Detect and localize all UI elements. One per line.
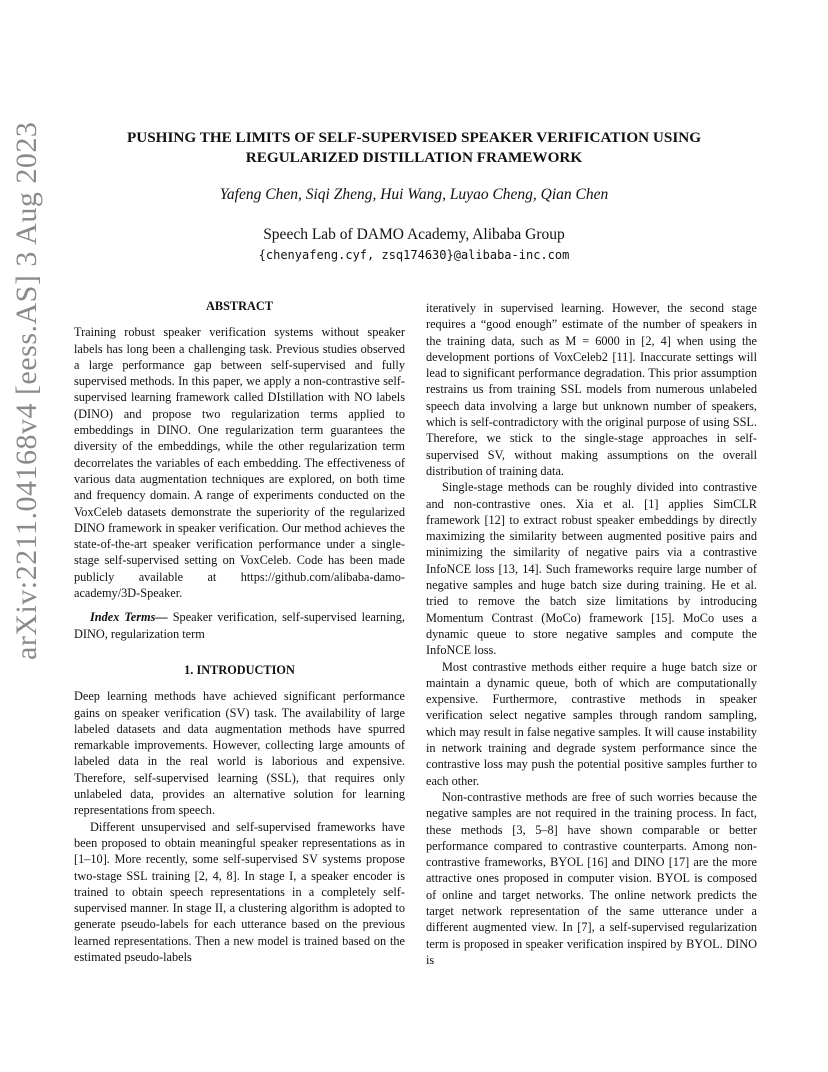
author-emails — [74, 247, 754, 263]
abstract-heading: ABSTRACT — [206, 299, 273, 313]
index-terms — [74, 609, 405, 642]
left-column — [74, 298, 405, 965]
right-paragraph-1: iteratively in supervised learning. However, the second stage requires a “good enough” estimate of the number of speakers in the training data, such as M = 6000 in [2, 4] when using the development portions of VoxCeleb2 [11]. Inaccurate settings will lead to significant performance degradation. This prior assumption restrains us from training SSL models from numerous unlabeled speech data involving a large but unknown number of speakers, which is self-contradictory with the original purpose of using SSL. Therefore, we stick to the single-stage approaches in self-supervised SV, without making assumptions on the overall distribution of training data. — [426, 301, 757, 478]
intro-paragraph-1: Deep learning methods have achieved significant performance gains on speaker verification (SV) task. The availability of large labeled datasets and data augmentation methods have spurred remarkable improvements. However, collecting large amounts of labeled data in the real world is laborious and expensive. Therefore, self-supervised learning (SSL), that requires only unlabeled data, provides an alternative solution for learning representations from speech. — [74, 689, 405, 818]
title-line-2: REGULARIZED DISTILLATION FRAMEWORK — [245, 149, 583, 166]
author-list: Yafeng Chen, Siqi Zheng, Hui Wang, Luyao Cheng, Qian Chen — [219, 186, 609, 203]
email-text: {chenyafeng.cyf, zsq174630}@alibaba-inc.com — [258, 248, 570, 262]
intro-paragraph-2: Different unsupervised and self-supervised frameworks have been proposed to obtain meaningful speaker representations as in [1–10]. More recently, some self-supervised SV systems propose two-stage SSL training [2, 4, 8]. In stage I, a speaker encoder is trained to obtain speech representations in a completely self-supervised manner. In stage II, a clustering algorithm is adopted to generate pseudo-labels for each utterance based on the previous learned representations. Then a new model is trained based on the estimated pseudo-labels — [74, 819, 405, 964]
intro-heading: 1. INTRODUCTION — [184, 662, 295, 677]
index-terms-text: Speaker verification, self-supervised learning, DINO, regularization term — [74, 610, 405, 641]
paper-title — [74, 128, 754, 168]
index-terms-label: Index Terms— — [90, 610, 168, 625]
arxiv-identifier: arXiv:2211.04168v4 [eess.AS] 3 Aug 2023 — [10, 121, 43, 660]
affiliation: Speech Lab of DAMO Academy, Alibaba Group — [263, 226, 565, 243]
title-line-1: PUSHING THE LIMITS OF SELF-SUPERVISED SPEAKER VERIFICATION USING — [126, 129, 702, 146]
right-paragraph-4: Non-contrastive methods are free of such worries because the negative samples are not required in the training process. In fact, these methods [3, 5–8] have shown comparable or better performance compared to contrastive counterparts. Among non-contrastive frameworks, BYOL [16] and DINO [17] are the more attractive ones proposed in computer vision. BYOL is composed of online and target networks. The online network predicts the target network representation of the same utterance under a different augmented view. In [7], a self-supervised regularization term is proposed in speaker verification inspired by BYOL. DINO is — [426, 789, 757, 967]
abstract-text: Training robust speaker verification systems without speaker labels has long been a challenging task. Previous studies observed a large performance gap between self-supervised and fully supervised methods. In this paper, we apply a non-contrastive self-supervised learning framework called DIstillation with NO labels (DINO) and propose two regularization terms applied to embeddings in DINO. One regularization term guarantees the diversity of the embeddings, while the other regularization term decorrelates the variables of each embedding. The effectiveness of various data augmentation techniques are explored, on both time and frequency domain. A range of experiments conducted on the VoxCeleb datasets demonstrate the superiority of the regularized DINO framework in speaker verification. Our method achieves the state-of-the-art speaker verification performance under a single-stage self-supervised setting on VoxCeleb. Code has been made publicly available at https://github.com/alibaba-damo-academy/3D-Speaker. — [74, 325, 405, 601]
right-paragraph-2: Single-stage methods can be roughly divided into contrastive and non-contrastive ones. Xia et al. [1] applies SimCLR framework [12] to extract robust speaker embeddings by directly maximizing the similarity between augmented positive pairs and minimizing the similarity of negative pairs via a contrastive InfoNCE loss [13, 14]. Such frameworks require large number of negative samples and huge batch size during training. He et al. tried to remove the batch size limitations by introducing Momentum Contrast (MoCo) framework [15]. MoCo uses a dynamic queue to store negative samples and compute the InfoNCE loss. — [426, 480, 757, 658]
right-column — [426, 300, 757, 968]
right-paragraph-3: Most contrastive methods either require a huge batch size or maintain a dynamic queue, both of which are computationally expensive. Furthermore, contrastive methods in speaker verification select negative samples through random sampling, which may result in false negative samples. It will cause instability in network training and degrade system performance since the contrastive loss may push the potential positive samples further to each other. — [426, 659, 757, 788]
